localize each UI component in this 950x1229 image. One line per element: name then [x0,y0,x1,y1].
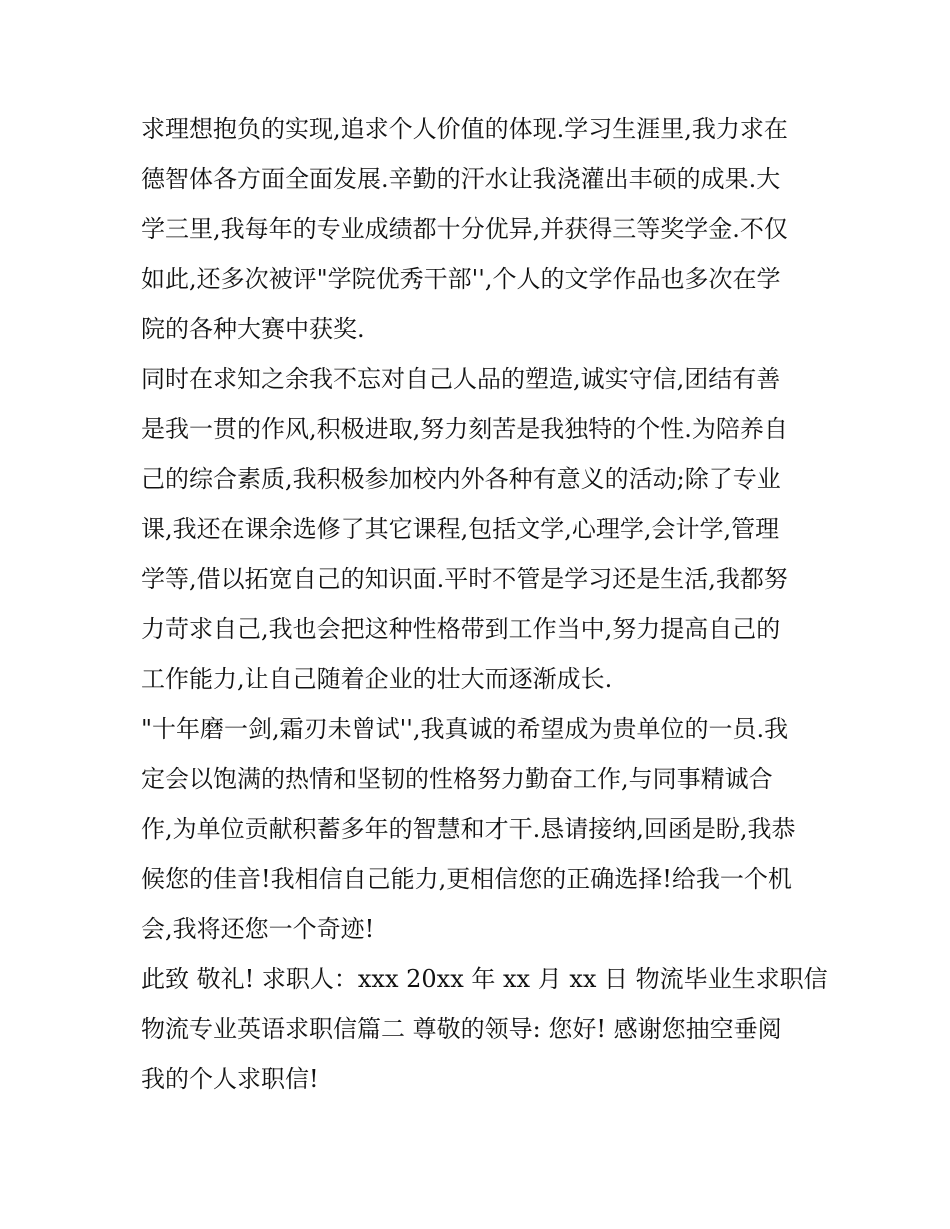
paragraph-achievements [141,104,821,354]
text-line: 学等,借以拓宽自己的知识面.平时不管是学习还是生活,我都努 [141,565,788,593]
text-line: 院的各种大赛中获奖. [141,315,365,343]
text-line: 如此,还多次被评"学院优秀干部'',个人的文学作品也多次在学 [141,265,781,293]
text-line: 是我一贯的作风,积极进取,努力刻苦是我独特的个性.为陪养自 [141,415,788,443]
text-line: 德智体各方面全面发展.辛勤的汗水让我浇灌出丰硕的成果.大 [141,165,781,193]
text-line: 力苛求自己,我也会把这种性格带到工作当中,努力提高自己的 [141,615,781,643]
text-line: 工作能力,让自己随着企业的壮大而逐渐成长. [141,665,613,693]
paragraph-closing [141,954,828,1104]
text-line: 定会以饱满的热情和坚韧的性格努力勤奋工作,与同事精诚合 [141,765,773,793]
letter-body [141,104,828,1104]
text-line: 我的个人求职信! [141,1065,319,1093]
text-line: 作,为单位贡献积蓄多年的智慧和才干.恳请接纳,回函是盼,我恭 [141,815,796,843]
text-line: 课,我还在课余选修了其它课程,包括文学,心理学,会计学,管理 [141,515,780,543]
text-line: "十年磨一剑,霜刃未曾试'',我真诚的希望成为贵单位的一员.我 [141,715,789,743]
text-line: 学三里,我每年的专业成绩都十分优异,并获得三等奖学金.不仅 [141,215,788,243]
paragraph-character [141,354,821,704]
text-line: 己的综合素质,我积极参加校内外各种有意义的活动;除了专业 [141,465,781,493]
text-line: 物流专业英语求职信篇二 尊敬的领导: 您好! 感谢您抽空垂阅 [141,1015,782,1043]
text-line: 候您的佳音!我相信自己能力,更相信您的正确选择!给我一个机 [141,865,792,893]
text-line: 会,我将还您一个奇迹! [141,915,375,943]
text-line: 求理想抱负的实现,追求个人价值的体现.学习生涯里,我力求在 [141,115,788,143]
paragraph-aspiration [141,704,821,954]
text-line: 此致 敬礼! 求职人：xxx 20xx 年 xx 月 xx 日 物流毕业生求职信 [141,965,828,993]
text-line: 同时在求知之余我不忘对自己人品的塑造,诚实守信,团结有善 [141,365,781,393]
